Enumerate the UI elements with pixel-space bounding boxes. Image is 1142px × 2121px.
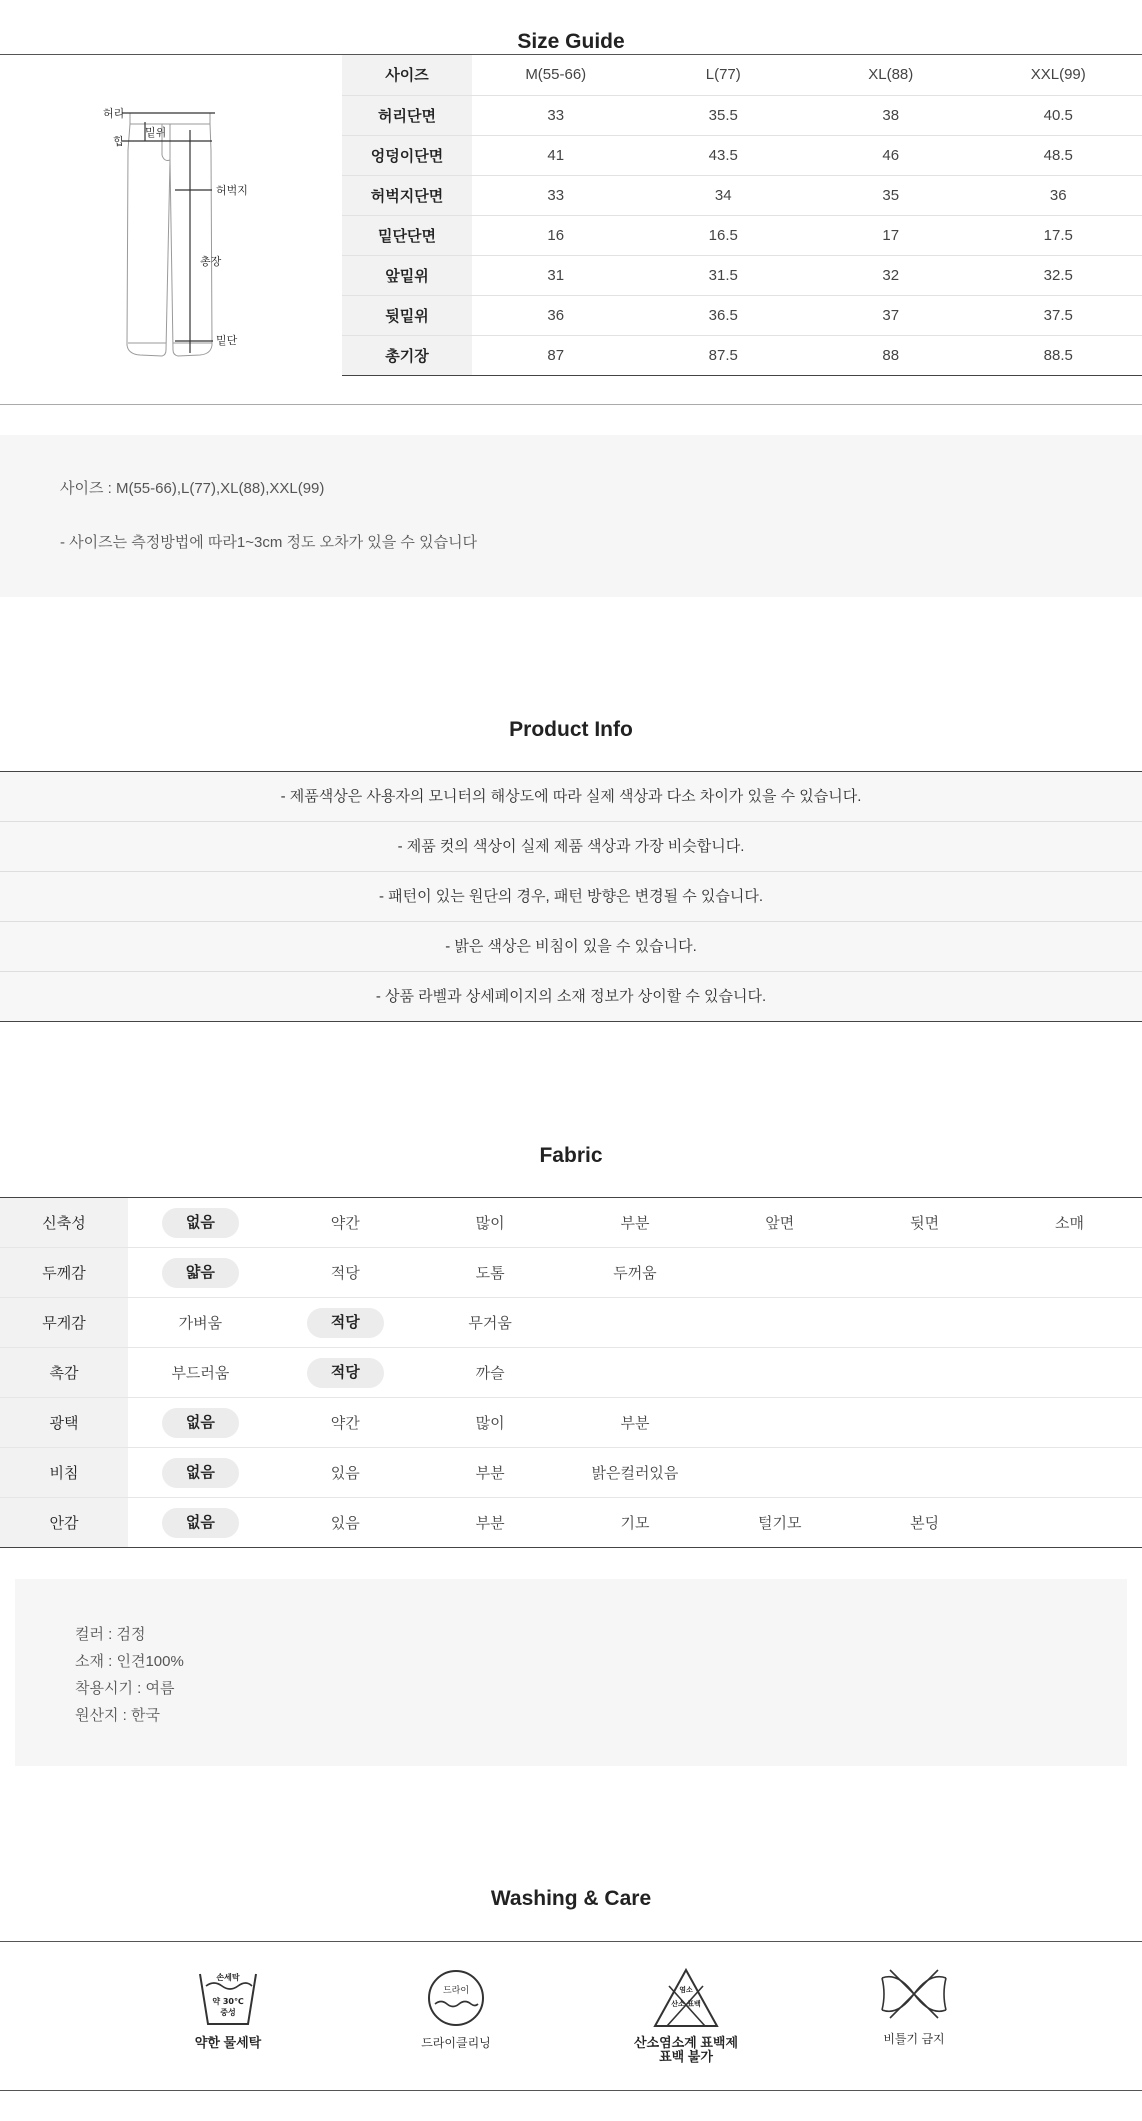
size-guide-title: Size Guide [517,30,625,53]
fabric-option-cell [418,1448,563,1498]
fabric-option: 도톰 [475,1265,505,1282]
fabric-option-cell [128,1298,273,1348]
fabric-table [0,1197,1142,1548]
table-cell: 16 [472,215,640,255]
fabric-option-cell [997,1298,1142,1348]
fabric-option: 기모 [620,1515,650,1532]
table-row [342,95,1142,135]
fabric-option-cell [273,1348,418,1398]
table-cell: 37.5 [975,295,1142,335]
wash-label: 산소염소계 표백제 [633,2035,739,2050]
fabric-option: 부드러움 [171,1365,230,1382]
list-item: - 제품 컷의 색상이 실제 제품 색상과 가장 비슷합니다. [0,822,1142,872]
fabric-option: 있음 [330,1515,360,1532]
table-row [0,1198,1142,1248]
table-cell: 36 [975,175,1142,215]
fabric-option-cell [273,1248,418,1298]
diagram-label-length: 총장 [200,255,222,268]
fabric-option-cell [128,1448,273,1498]
no-bleach-icon-text-top: 염소 [679,1986,693,1994]
fabric-option-cell [852,1448,997,1498]
dry-clean-icon [424,1966,488,2030]
diagram-label-thigh: 허벅지 [216,184,248,197]
table-row [342,55,1142,95]
table-cell: 36 [472,295,640,335]
fabric-option-cell [707,1498,852,1548]
fabric-option-cell [128,1248,273,1298]
table-cell: 87.5 [640,335,808,375]
fabric-option-cell [418,1348,563,1398]
fabric-option-cell [852,1498,997,1548]
fabric-option: 약간 [330,1215,360,1232]
product-info-list [0,771,1142,1022]
diagram-label-rise: 밑위 [145,126,167,139]
fabric-option: 까슬 [475,1365,505,1382]
table-cell: 88.5 [975,335,1142,375]
pants-diagram-icon [100,100,260,370]
fabric-option: 앞면 [765,1215,795,1232]
spec-origin: 원산지 : 한국 [75,1707,160,1724]
size-header-label: 사이즈 [342,55,472,95]
fabric-option-cell [852,1248,997,1298]
size-column-header: M(55-66) [472,55,640,95]
no-bleach-icon-text-mid: 산소 표백 [671,2000,701,2008]
table-cell: 37 [807,295,975,335]
fabric-option: 뒷면 [910,1215,940,1232]
table-cell: 35 [807,175,975,215]
fabric-option: 부분 [620,1215,650,1232]
washing-care-title: Washing & Care [490,1887,652,1910]
fabric-option-cell [707,1348,852,1398]
fabric-option: 적당 [330,1265,360,1282]
wash-label: 비틀기 금지 [883,2032,945,2046]
table-row [0,1498,1142,1548]
table-cell: 46 [807,135,975,175]
divider [0,404,1142,405]
size-column-header: XXL(99) [975,55,1142,95]
size-column-header: L(77) [640,55,808,95]
fabric-row-label: 두께감 [0,1248,128,1298]
list-item: - 제품색상은 사용자의 모니터의 해상도에 따라 실제 색상과 다소 차이가 있을 수 있습니다. [0,772,1142,822]
fabric-option-cell [563,1498,708,1548]
fabric-option-cell [563,1248,708,1298]
table-row [342,175,1142,215]
table-row [342,255,1142,295]
no-wring-icon [878,1966,950,2022]
fabric-option-cell [997,1498,1142,1548]
fabric-option-cell [997,1448,1142,1498]
fabric-option: 밝은컬러있음 [591,1465,679,1482]
fabric-option-cell [273,1498,418,1548]
fabric-option-selected: 없음 [162,1408,239,1438]
fabric-row-label: 안감 [0,1498,128,1548]
fabric-option: 많이 [475,1415,505,1432]
dry-clean-icon-text: 드라이 [442,1986,470,1996]
hand-wash-icon-text-bottom: 중성 [220,2008,236,2017]
fabric-option: 소매 [1055,1215,1085,1232]
fabric-option-cell [563,1198,708,1248]
table-cell: 48.5 [975,135,1142,175]
hand-wash-icon-text-mid: 약 30℃ [212,1997,244,2006]
fabric-row-label: 광택 [0,1398,128,1448]
size-note-box [0,435,1142,597]
table-cell: 34 [640,175,808,215]
fabric-option-cell [997,1248,1142,1298]
wash-label: 드라이클리닝 [421,2036,491,2050]
fabric-option-cell [418,1298,563,1348]
table-cell: 41 [472,135,640,175]
fabric-row-label: 비침 [0,1448,128,1498]
row-label: 밑단단면 [342,215,472,255]
table-row [0,1298,1142,1348]
table-cell: 36.5 [640,295,808,335]
fabric-option-cell [707,1298,852,1348]
fabric-option-selected: 없음 [162,1508,239,1538]
fabric-option-cell [852,1348,997,1398]
fabric-option-cell [418,1248,563,1298]
table-cell: 40.5 [975,95,1142,135]
table-row [0,1398,1142,1448]
divider [0,2090,1142,2091]
wash-item-no-bleach [606,1966,766,2064]
fabric-option-selected: 없음 [162,1208,239,1238]
wash-item-hand-wash [148,1966,308,2050]
fabric-option: 털기모 [758,1515,802,1532]
list-item: - 패턴이 있는 원단의 경우, 패턴 방향은 변경될 수 있습니다. [0,872,1142,922]
fabric-option-cell [128,1398,273,1448]
fabric-option: 부분 [475,1515,505,1532]
table-row [342,135,1142,175]
fabric-option-cell [997,1348,1142,1398]
fabric-option-cell [852,1198,997,1248]
fabric-option-selected: 얇음 [162,1258,239,1288]
row-label: 허벅지단면 [342,175,472,215]
table-cell: 88 [807,335,975,375]
table-cell: 35.5 [640,95,808,135]
fabric-option: 많이 [475,1215,505,1232]
list-item: - 상품 라벨과 상세페이지의 소재 정보가 상이할 수 있습니다. [0,972,1142,1021]
spec-box [15,1579,1127,1766]
fabric-option-cell [273,1298,418,1348]
row-label: 허리단면 [342,95,472,135]
row-label: 총기장 [342,335,472,375]
fabric-title: Fabric [539,1144,603,1167]
fabric-option-cell [418,1498,563,1548]
fabric-option-cell [707,1398,852,1448]
fabric-row-label: 촉감 [0,1348,128,1398]
table-row [342,335,1142,375]
row-label: 뒷밑위 [342,295,472,335]
fabric-option-cell [852,1298,997,1348]
fabric-option-cell [563,1448,708,1498]
fabric-option-selected: 없음 [162,1458,239,1488]
fabric-option-cell [273,1448,418,1498]
spec-season: 착용시기 : 여름 [75,1680,175,1697]
size-note-sizes: 사이즈 : M(55-66),L(77),XL(88),XXL(99) [60,480,325,497]
wash-label: 표백 불가 [659,2049,713,2064]
table-row [342,295,1142,335]
table-cell: 38 [807,95,975,135]
table-row [0,1348,1142,1398]
product-info-title: Product Info [509,718,633,741]
no-bleach-icon [651,1966,721,2030]
table-cell: 32.5 [975,255,1142,295]
fabric-option-cell [997,1198,1142,1248]
row-label: 엉덩이단면 [342,135,472,175]
table-cell: 17 [807,215,975,255]
table-row [0,1248,1142,1298]
table-row [342,215,1142,255]
table-cell: 43.5 [640,135,808,175]
size-column-header: XL(88) [807,55,975,95]
fabric-option-cell [707,1198,852,1248]
fabric-option: 가벼움 [178,1315,223,1332]
table-cell: 33 [472,175,640,215]
hand-wash-icon-text-top: 손세탁 [216,1973,240,1982]
fabric-option: 있음 [330,1465,360,1482]
wash-item-dry-clean [376,1966,536,2050]
spec-material: 소재 : 인견100% [75,1653,184,1670]
fabric-option-cell [563,1298,708,1348]
table-cell: 87 [472,335,640,375]
diagram-label-hip: 힙 [113,135,124,148]
table-cell: 32 [807,255,975,295]
table-row [0,1448,1142,1498]
table-cell: 31 [472,255,640,295]
fabric-option-cell [273,1398,418,1448]
fabric-option-selected: 적당 [307,1308,384,1338]
fabric-option-cell [128,1498,273,1548]
table-cell: 16.5 [640,215,808,255]
fabric-option-cell [707,1248,852,1298]
size-note-error: - 사이즈는 측정방법에 따라1~3cm 정도 오차가 있을 수 있습니다 [60,534,478,551]
table-cell: 31.5 [640,255,808,295]
divider [0,1941,1142,1942]
fabric-row-label: 신축성 [0,1198,128,1248]
fabric-option-cell [418,1198,563,1248]
fabric-option: 약간 [330,1415,360,1432]
diagram-label-waist: 허리 [103,107,125,120]
fabric-option: 두꺼움 [613,1265,657,1282]
size-table [342,55,1142,376]
fabric-option-cell [273,1198,418,1248]
spec-color: 컬러 : 검정 [75,1626,146,1643]
diagram-label-hem: 밑단 [216,334,238,347]
fabric-option-cell [707,1448,852,1498]
wash-label: 약한 물세탁 [194,2035,262,2050]
fabric-option-cell [563,1398,708,1448]
fabric-option-cell [852,1398,997,1448]
fabric-option-selected: 적당 [307,1358,384,1388]
fabric-option: 무거움 [468,1315,512,1332]
fabric-option: 본딩 [910,1515,940,1532]
fabric-option-cell [418,1398,563,1448]
hand-wash-icon [196,1966,260,2030]
row-label: 앞밑위 [342,255,472,295]
fabric-option: 부분 [620,1415,650,1432]
fabric-option-cell [128,1348,273,1398]
fabric-option: 부분 [475,1465,505,1482]
wash-item-no-wring [834,1966,994,2046]
fabric-option-cell [128,1198,273,1248]
fabric-option-cell [997,1398,1142,1448]
fabric-option-cell [563,1348,708,1398]
fabric-row-label: 무게감 [0,1298,128,1348]
table-cell: 17.5 [975,215,1142,255]
list-item: - 밝은 색상은 비침이 있을 수 있습니다. [0,922,1142,972]
table-cell: 33 [472,95,640,135]
